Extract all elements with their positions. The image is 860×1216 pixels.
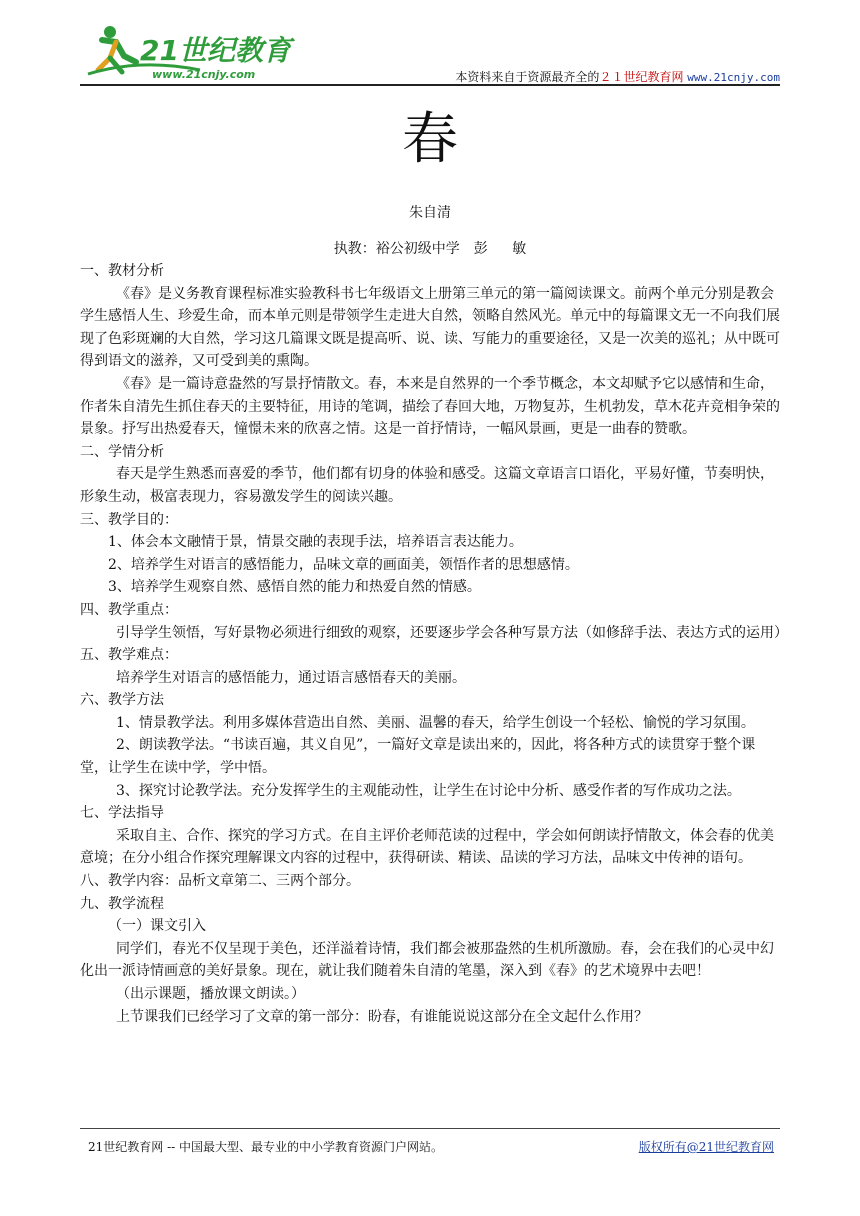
footer-copyright-link[interactable]: 版权所有@21世纪教育网 [638, 1140, 774, 1154]
logo-brand-text: 21世纪教育 [140, 34, 291, 67]
body-paragraph: 《春》是义务教育课程标准实验教科书七年级语文上册第三单元的第一篇阅读课文。前两个单元分别是教会学生感悟人生、珍爱生命，而本单元则是带领学生走进大自然，领略自然风光。单元中的每篇课文无一不向我们展现了色彩斑斓的大自然，学习这几篇课文既是提高听、说、读、写能力的重要途径，又是一次美的巡礼；从中既可得到语文的滋养，又可受到美的熏陶。 [80, 285, 780, 370]
body-paragraph: 2、培养学生对语言的感悟能力，品味文章的画面美，领悟作者的思想感情。 [108, 556, 579, 573]
section-heading: 二、学情分析 [80, 443, 164, 460]
section-heading: 一、教材分析 [80, 263, 164, 279]
footer-divider [80, 1128, 780, 1129]
body-paragraph: 2、朗读教学法。“书读百遍，其义自见”，一篇好文章是读出来的，因此，将各种方式的读贯穿于整个课堂，让学生在读中学，学中悟。 [80, 737, 756, 777]
section-heading: 九、教学流程 [80, 895, 164, 912]
teacher-line: 执教：裕公初级中学 彭 敏 [333, 241, 527, 257]
header-divider [80, 84, 780, 86]
footer-site-description: 21世纪教育网 -- 中国最大型、最专业的中小学教育资源门户网站。 [88, 1140, 444, 1154]
author-name: 朱自清 [409, 205, 451, 221]
source-brand[interactable]: ２１世纪教育网 [599, 70, 684, 84]
body-paragraph: （出示课题，播放课文朗读。） [116, 986, 305, 1002]
page-header [80, 18, 780, 90]
section-heading: 八、教学内容：品析文章第二、三两个部分。 [80, 873, 360, 890]
source-line [455, 68, 780, 85]
document-title: 春 [402, 107, 458, 172]
logo-url-text: www.21cnjy.com [152, 68, 256, 81]
body-paragraph: 引导学生领悟，写好景物必须进行细致的观察，还要逐步学会各种写景方法（如修辞手法、表达方式的运用） [116, 624, 788, 641]
section-heading: 五、教学难点： [80, 647, 178, 664]
section-heading: 三、教学目的： [80, 511, 178, 528]
source-url-link[interactable]: www.21cnjy.com [687, 71, 780, 84]
body-paragraph: 培养学生对语言的感悟能力，通过语言感悟春天的美丽。 [116, 669, 466, 686]
source-prefix: 本资料来自于资源最齐全的 [455, 70, 600, 84]
body-paragraph: 上节课我们已经学习了文章的第一部分：盼春，有谁能说说这部分在全文起什么作用？ [116, 1008, 648, 1025]
body-paragraph: 《春》是一篇诗意盎然的写景抒情散文。春，本来是自然界的一个季节概念，本文却赋予它以感情和生命，作者朱自清先生抓住春天的主要特征，用诗的笔调，描绘了春回大地，万物复苏，生机勃发，草木花卉竞相争荣的景象。抒写出热爱春天，憧憬未来的欣喜之情。这是一首抒情诗，一幅风景画，更是一曲春的赞歌。 [80, 375, 780, 438]
body-paragraph: （一）课文引入 [108, 918, 206, 935]
body-paragraph: 3、培养学生观察自然、感悟自然的能力和热爱自然的情感。 [108, 579, 481, 596]
21cnjy-logo [80, 18, 320, 88]
body-paragraph: 1、体会本文融情于景，情景交融的表现手法，培养语言表达能力。 [108, 534, 523, 551]
document-body [80, 260, 788, 1028]
section-heading: 四、教学重点： [80, 601, 178, 618]
section-heading: 七、学法指导 [80, 805, 164, 822]
body-paragraph: 采取自主、合作、探究的学习方式。在自主评价老师范读的过程中，学会如何朗读抒情散文，体会春的优美意境；在分小组合作探究理解课文内容的过程中，获得研读、精读、品读的学习方法，品味文中传神的语句。 [80, 827, 774, 867]
body-paragraph: 3、探究讨论教学法。充分发挥学生的主观能动性，让学生在讨论中分析、感受作者的写作成功之法。 [116, 782, 741, 799]
body-paragraph: 春天是学生熟悉而喜爱的季节，他们都有切身的体验和感受。这篇文章语言口语化，平易好懂，节奏明快，形象生动，极富表现力，容易激发学生的阅读兴趣。 [80, 466, 774, 505]
body-paragraph: 同学们，春光不仅呈现于美色，还洋溢着诗情，我们都会被那盎然的生机所激励。春，会在我们的心灵中幻化出一派诗情画意的美好景象。现在，就让我们随着朱自清的笔墨，深入到《春》的艺术境界中去吧！ [80, 940, 774, 980]
section-heading: 六、教学方法 [80, 692, 164, 709]
body-paragraph: 1、情景教学法。利用多媒体营造出自然、美丽、温馨的春天，给学生创设一个轻松、愉悦的学习氛围。 [116, 714, 755, 731]
